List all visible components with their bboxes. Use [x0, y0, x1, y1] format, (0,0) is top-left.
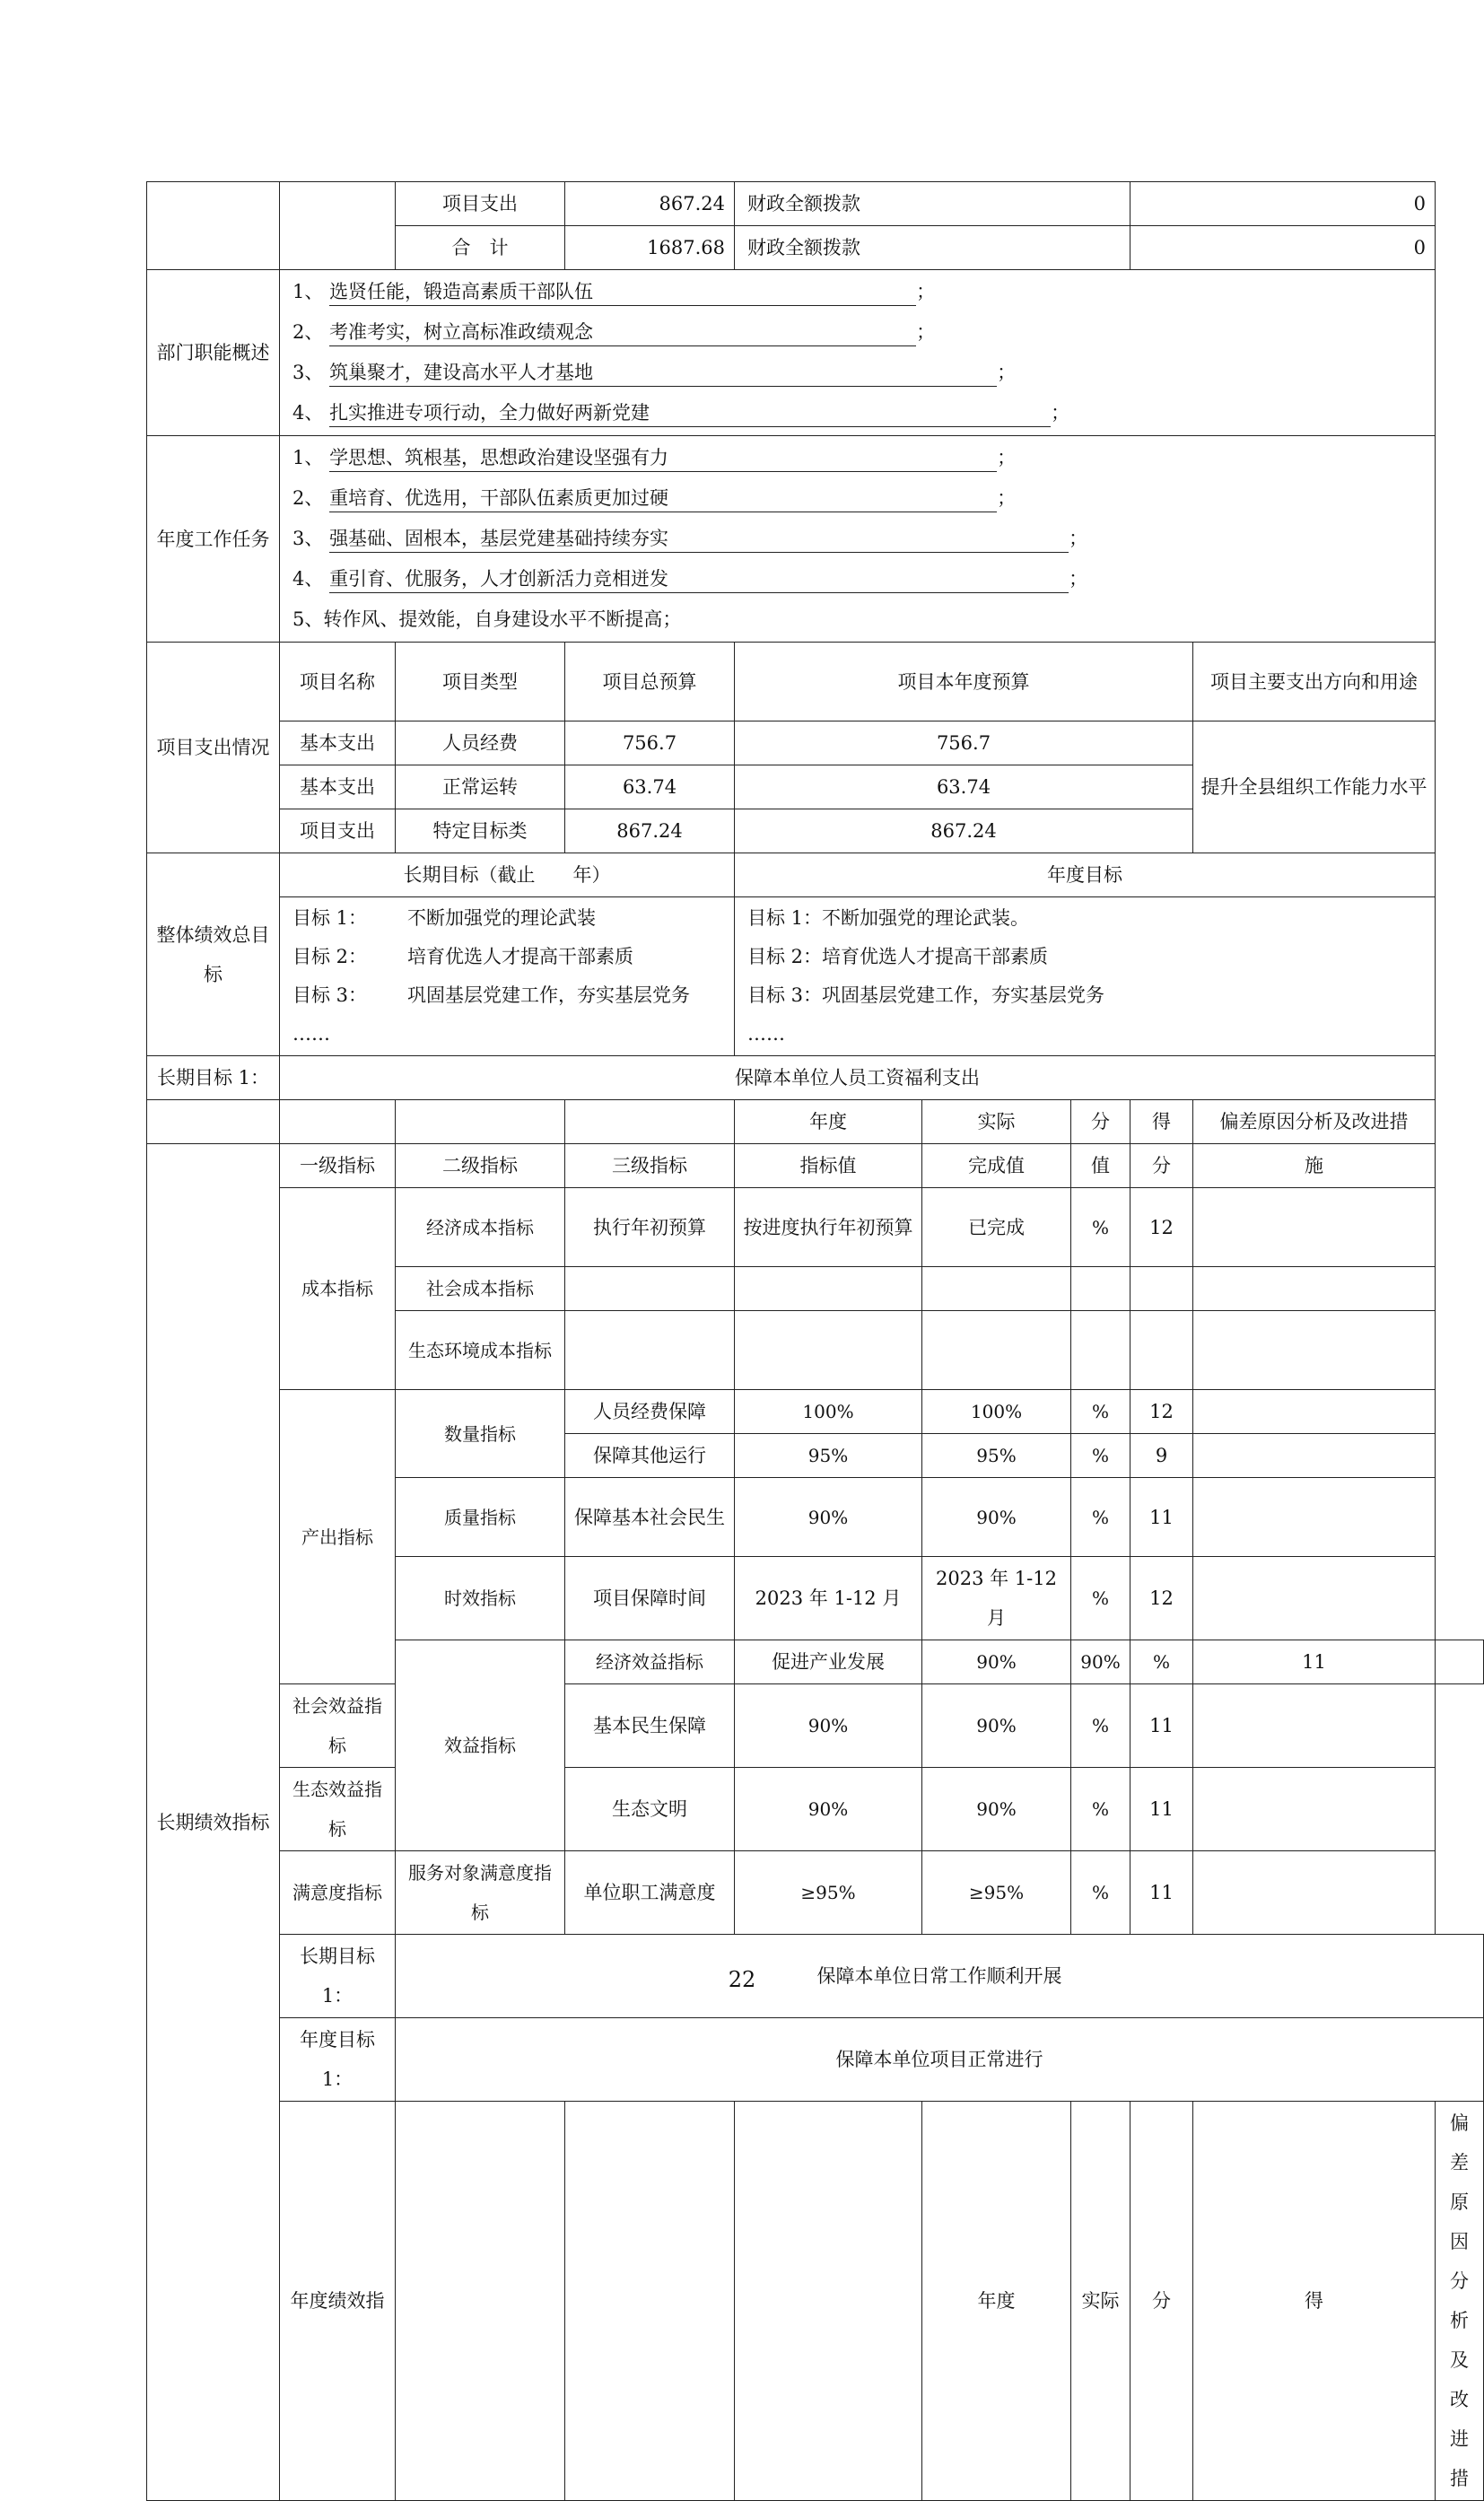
indicator-header-bottom	[147, 1144, 1484, 1188]
blank-cell	[1193, 1684, 1436, 1768]
list-item: 4、 重引育、优服务，人才创新活力竞相迸发 ；	[292, 559, 1429, 599]
level3-cell: 基本民生保障	[565, 1684, 735, 1768]
blank-cell	[1193, 1768, 1436, 1851]
target-cell: 90%	[735, 1768, 922, 1851]
cell: 756.7	[735, 721, 1193, 765]
list-item: 1、 学思想、筑根基，思想政治建设坚强有力 ；	[292, 438, 1429, 478]
unit-cell: %	[1071, 1768, 1130, 1851]
level2-cell: 服务对象满意度指标	[396, 1851, 565, 1935]
blank-cell	[922, 1311, 1071, 1390]
score-cell: 12	[1130, 1557, 1193, 1640]
level3-cell: 执行年初预算	[565, 1188, 735, 1267]
column-header: 年度	[735, 1100, 922, 1144]
score-cell: 9	[1130, 1434, 1193, 1478]
funding-value: 0	[1130, 226, 1436, 270]
section-title: 部门职能概述	[147, 270, 280, 436]
dept-functions-row	[147, 270, 1484, 436]
column-header: 分	[1130, 2102, 1193, 2501]
level1-label: 产出指标	[280, 1390, 396, 1684]
dept-functions-list	[280, 270, 1436, 436]
cell: 867.24	[735, 809, 1193, 853]
column-header: 一级指标	[280, 1144, 396, 1188]
list-item: 3、 筑巢聚才，建设高水平人才基地 ；	[292, 353, 1429, 393]
blank-cell	[147, 182, 280, 270]
unit-cell: %	[1130, 1640, 1193, 1684]
level2-cell: 社会成本指标	[396, 1267, 565, 1311]
level3-cell: 生态文明	[565, 1768, 735, 1851]
score-cell: 12	[1130, 1188, 1193, 1267]
blank-cell	[1436, 1640, 1484, 1684]
blank-cell	[280, 1100, 396, 1144]
goal-text: 保障本单位日常工作顺利开展	[396, 1935, 1484, 2018]
goal-text: 保障本单位人员工资福利支出	[280, 1056, 1436, 1100]
column-header: 三级指标	[565, 1144, 735, 1188]
unit-cell: %	[1071, 1188, 1130, 1267]
score-cell: 11	[1130, 1478, 1193, 1557]
target-cell: 90%	[735, 1684, 922, 1768]
column-header: 偏差原因分析及改进措	[1436, 2102, 1484, 2501]
actual-cell: 90%	[922, 1684, 1071, 1768]
column-header: 二级指标	[396, 1144, 565, 1188]
column-header: 分	[1071, 1100, 1130, 1144]
unit-cell: %	[1071, 1684, 1130, 1768]
list-item: 目标 3： 巩固基层党建工作，夯实基层党务	[292, 984, 690, 1006]
actual-cell: 90%	[1071, 1640, 1130, 1684]
column-header: 年度目标	[735, 853, 1436, 897]
blank-cell	[565, 1267, 735, 1311]
cell: 63.74	[565, 765, 735, 809]
target-cell: 90%	[922, 1640, 1071, 1684]
list-item: 2、 考准考实，树立高标准政绩观念 ；	[292, 312, 1429, 353]
unit-cell: %	[1071, 1557, 1130, 1640]
funding-value: 0	[1130, 182, 1436, 226]
table-row	[147, 1768, 1484, 1851]
section-title: 长期绩效指标	[147, 1144, 280, 2501]
list-item: 目标 1：不断加强党的理论武装。	[747, 907, 1030, 929]
level2-cell: 质量指标	[396, 1478, 565, 1557]
row-label: 项目支出	[396, 182, 565, 226]
list-item: 3、 强基础、固根本，基层党建基础持续夯实 ；	[292, 519, 1429, 559]
cell: 人员经费	[396, 721, 565, 765]
list-item: 目标 2： 培育优选人才提高干部素质	[292, 946, 633, 967]
level3-cell: 人员经费保障	[565, 1390, 735, 1434]
goal-label: 长期目标 1：	[147, 1056, 280, 1100]
score-cell: 11	[1130, 1768, 1193, 1851]
cell: 63.74	[735, 765, 1193, 809]
section-title: 整体绩效总目标	[147, 853, 280, 1056]
blank-cell	[1130, 1267, 1193, 1311]
section-title: 年度工作任务	[147, 436, 280, 643]
level2-cell: 时效指标	[396, 1557, 565, 1640]
column-header: 实际	[1071, 2102, 1130, 2501]
blank-cell	[147, 1100, 280, 1144]
long-goal-row	[147, 1056, 1484, 1100]
column-header: 分	[1130, 1144, 1193, 1188]
annual-indicator-header	[147, 2102, 1484, 2501]
target-cell: 2023 年 1-12 月	[735, 1557, 922, 1640]
score-cell: 12	[1130, 1390, 1193, 1434]
row-label: 合 计	[396, 226, 565, 270]
level1-label: 效益指标	[396, 1640, 565, 1851]
blank-cell	[1071, 1311, 1130, 1390]
level1-label: 满意度指标	[280, 1851, 396, 1935]
goal-text: 保障本单位项目正常进行	[396, 2018, 1484, 2102]
level1-label: 成本指标	[280, 1188, 396, 1390]
cell: 特定目标类	[396, 809, 565, 853]
table-row	[147, 1188, 1484, 1267]
column-header: 项目名称	[280, 643, 396, 721]
goal-label: 年度目标 1：	[280, 2018, 396, 2102]
level2-cell: 生态效益指标	[280, 1768, 396, 1851]
goal-label: 长期目标 1：	[280, 1935, 396, 2018]
blank-cell	[565, 1100, 735, 1144]
cell: 正常运转	[396, 765, 565, 809]
list-item: 目标 3：巩固基层党建工作，夯实基层党务	[747, 984, 1105, 1006]
table-row	[147, 1851, 1484, 1935]
list-item: 目标 1： 不断加强党的理论武装	[292, 907, 596, 929]
funding-label: 财政全额拨款	[735, 226, 1130, 270]
blank-cell	[1071, 1267, 1130, 1311]
ellipsis: ……	[747, 1023, 785, 1045]
ellipsis: ……	[292, 1023, 330, 1045]
level3-cell: 单位职工满意度	[565, 1851, 735, 1935]
performance-table	[146, 181, 1484, 2501]
column-header: 完成值	[922, 1144, 1071, 1188]
actual-cell: 90%	[922, 1478, 1071, 1557]
target-cell: 按进度执行年初预算	[735, 1188, 922, 1267]
list-item: 4、 扎实推进专项行动，全力做好两新党建 ；	[292, 393, 1429, 433]
blank-cell	[396, 1100, 565, 1144]
column-header: 长期目标（截止 年）	[280, 853, 735, 897]
column-header: 施	[1193, 1144, 1436, 1188]
target-cell: ≥95%	[735, 1851, 922, 1935]
score-cell: 11	[1193, 1640, 1436, 1684]
blank-cell	[1193, 1188, 1436, 1267]
blank-cell	[1193, 1478, 1436, 1557]
blank-cell	[1193, 1390, 1436, 1434]
blank-cell	[280, 182, 396, 270]
target-cell: 100%	[735, 1390, 922, 1434]
page-number: 22	[728, 1967, 756, 1992]
goals-content-row	[147, 897, 1484, 1056]
column-header: 值	[1071, 1144, 1130, 1188]
blank-cell	[1193, 1851, 1436, 1935]
unit-cell: %	[1071, 1851, 1130, 1935]
column-header: 得	[1130, 1100, 1193, 1144]
goals-header-row	[147, 853, 1484, 897]
column-header: 偏差原因分析及改进措	[1193, 1100, 1436, 1144]
level2-cell: 社会效益指标	[280, 1684, 396, 1768]
column-header: 项目总预算	[565, 643, 735, 721]
purpose-cell: 提升全县组织工作能力水平	[1193, 721, 1436, 853]
cell: 867.24	[565, 809, 735, 853]
table-row	[147, 721, 1484, 765]
actual-cell: ≥95%	[922, 1851, 1071, 1935]
long-goals-list	[280, 897, 735, 1056]
level3-cell: 保障其他运行	[565, 1434, 735, 1478]
column-header: 项目主要支出方向和用途	[1193, 643, 1436, 721]
blank-cell	[1193, 1311, 1436, 1390]
list-item: 2、 重培育、优选用，干部队伍素质更加过硬 ；	[292, 478, 1429, 519]
actual-cell: 已完成	[922, 1188, 1071, 1267]
level3-cell: 促进产业发展	[735, 1640, 922, 1684]
annual-goals-list	[735, 897, 1436, 1056]
budget-row	[147, 182, 1484, 226]
column-header: 年度	[922, 2102, 1071, 2501]
blank-cell	[1193, 1557, 1436, 1640]
target-cell: 95%	[735, 1434, 922, 1478]
cell: 基本支出	[280, 765, 396, 809]
cell: 基本支出	[280, 721, 396, 765]
unit-cell: %	[1071, 1390, 1130, 1434]
blank-cell	[1193, 1267, 1436, 1311]
table-row	[147, 1684, 1484, 1768]
score-cell: 11	[1130, 1684, 1193, 1768]
amount-cell: 1687.68	[565, 226, 735, 270]
actual-cell: 100%	[922, 1390, 1071, 1434]
blank-cell	[1193, 1434, 1436, 1478]
annual-tasks-list	[280, 436, 1436, 643]
section-title: 年度绩效指	[280, 2102, 396, 2501]
list-item: 目标 2：培育优选人才提高干部素质	[747, 946, 1049, 967]
expense-header-row	[147, 643, 1484, 721]
section-title: 项目支出情况	[147, 643, 280, 853]
actual-cell: 95%	[922, 1434, 1071, 1478]
blank-cell	[565, 1311, 735, 1390]
actual-cell: 90%	[922, 1768, 1071, 1851]
level3-cell: 保障基本社会民生	[565, 1478, 735, 1557]
list-item: 5、转作风、提效能，自身建设水平不断提高；	[292, 608, 682, 630]
blank-cell	[565, 2102, 735, 2501]
funding-label: 财政全额拨款	[735, 182, 1130, 226]
list-item: 1、 选贤任能，锻造高素质干部队伍 ；	[292, 272, 1429, 312]
unit-cell: %	[1071, 1478, 1130, 1557]
level2-cell: 经济成本指标	[396, 1188, 565, 1267]
blank-cell	[396, 2102, 565, 2501]
indicator-header-top	[147, 1100, 1484, 1144]
column-header: 指标值	[735, 1144, 922, 1188]
score-cell: 11	[1130, 1851, 1193, 1935]
cell: 项目支出	[280, 809, 396, 853]
column-header: 项目类型	[396, 643, 565, 721]
cell: 756.7	[565, 721, 735, 765]
annual-goal-row	[147, 2018, 1484, 2102]
blank-cell	[1130, 1311, 1193, 1390]
blank-cell	[735, 2102, 922, 2501]
column-header: 项目本年度预算	[735, 643, 1193, 721]
column-header: 得	[1193, 2102, 1436, 2501]
target-cell: 90%	[735, 1478, 922, 1557]
unit-cell: %	[1071, 1434, 1130, 1478]
blank-cell	[735, 1267, 922, 1311]
level2-cell: 生态环境成本指标	[396, 1311, 565, 1390]
level3-cell: 项目保障时间	[565, 1557, 735, 1640]
level2-cell: 经济效益指标	[565, 1640, 735, 1684]
level2-cell: 数量指标	[396, 1390, 565, 1478]
blank-cell	[735, 1311, 922, 1390]
amount-cell: 867.24	[565, 182, 735, 226]
column-header: 实际	[922, 1100, 1071, 1144]
blank-cell	[922, 1267, 1071, 1311]
table-row	[147, 1390, 1484, 1434]
actual-cell: 2023 年 1-12 月	[922, 1557, 1071, 1640]
annual-tasks-row	[147, 436, 1484, 643]
